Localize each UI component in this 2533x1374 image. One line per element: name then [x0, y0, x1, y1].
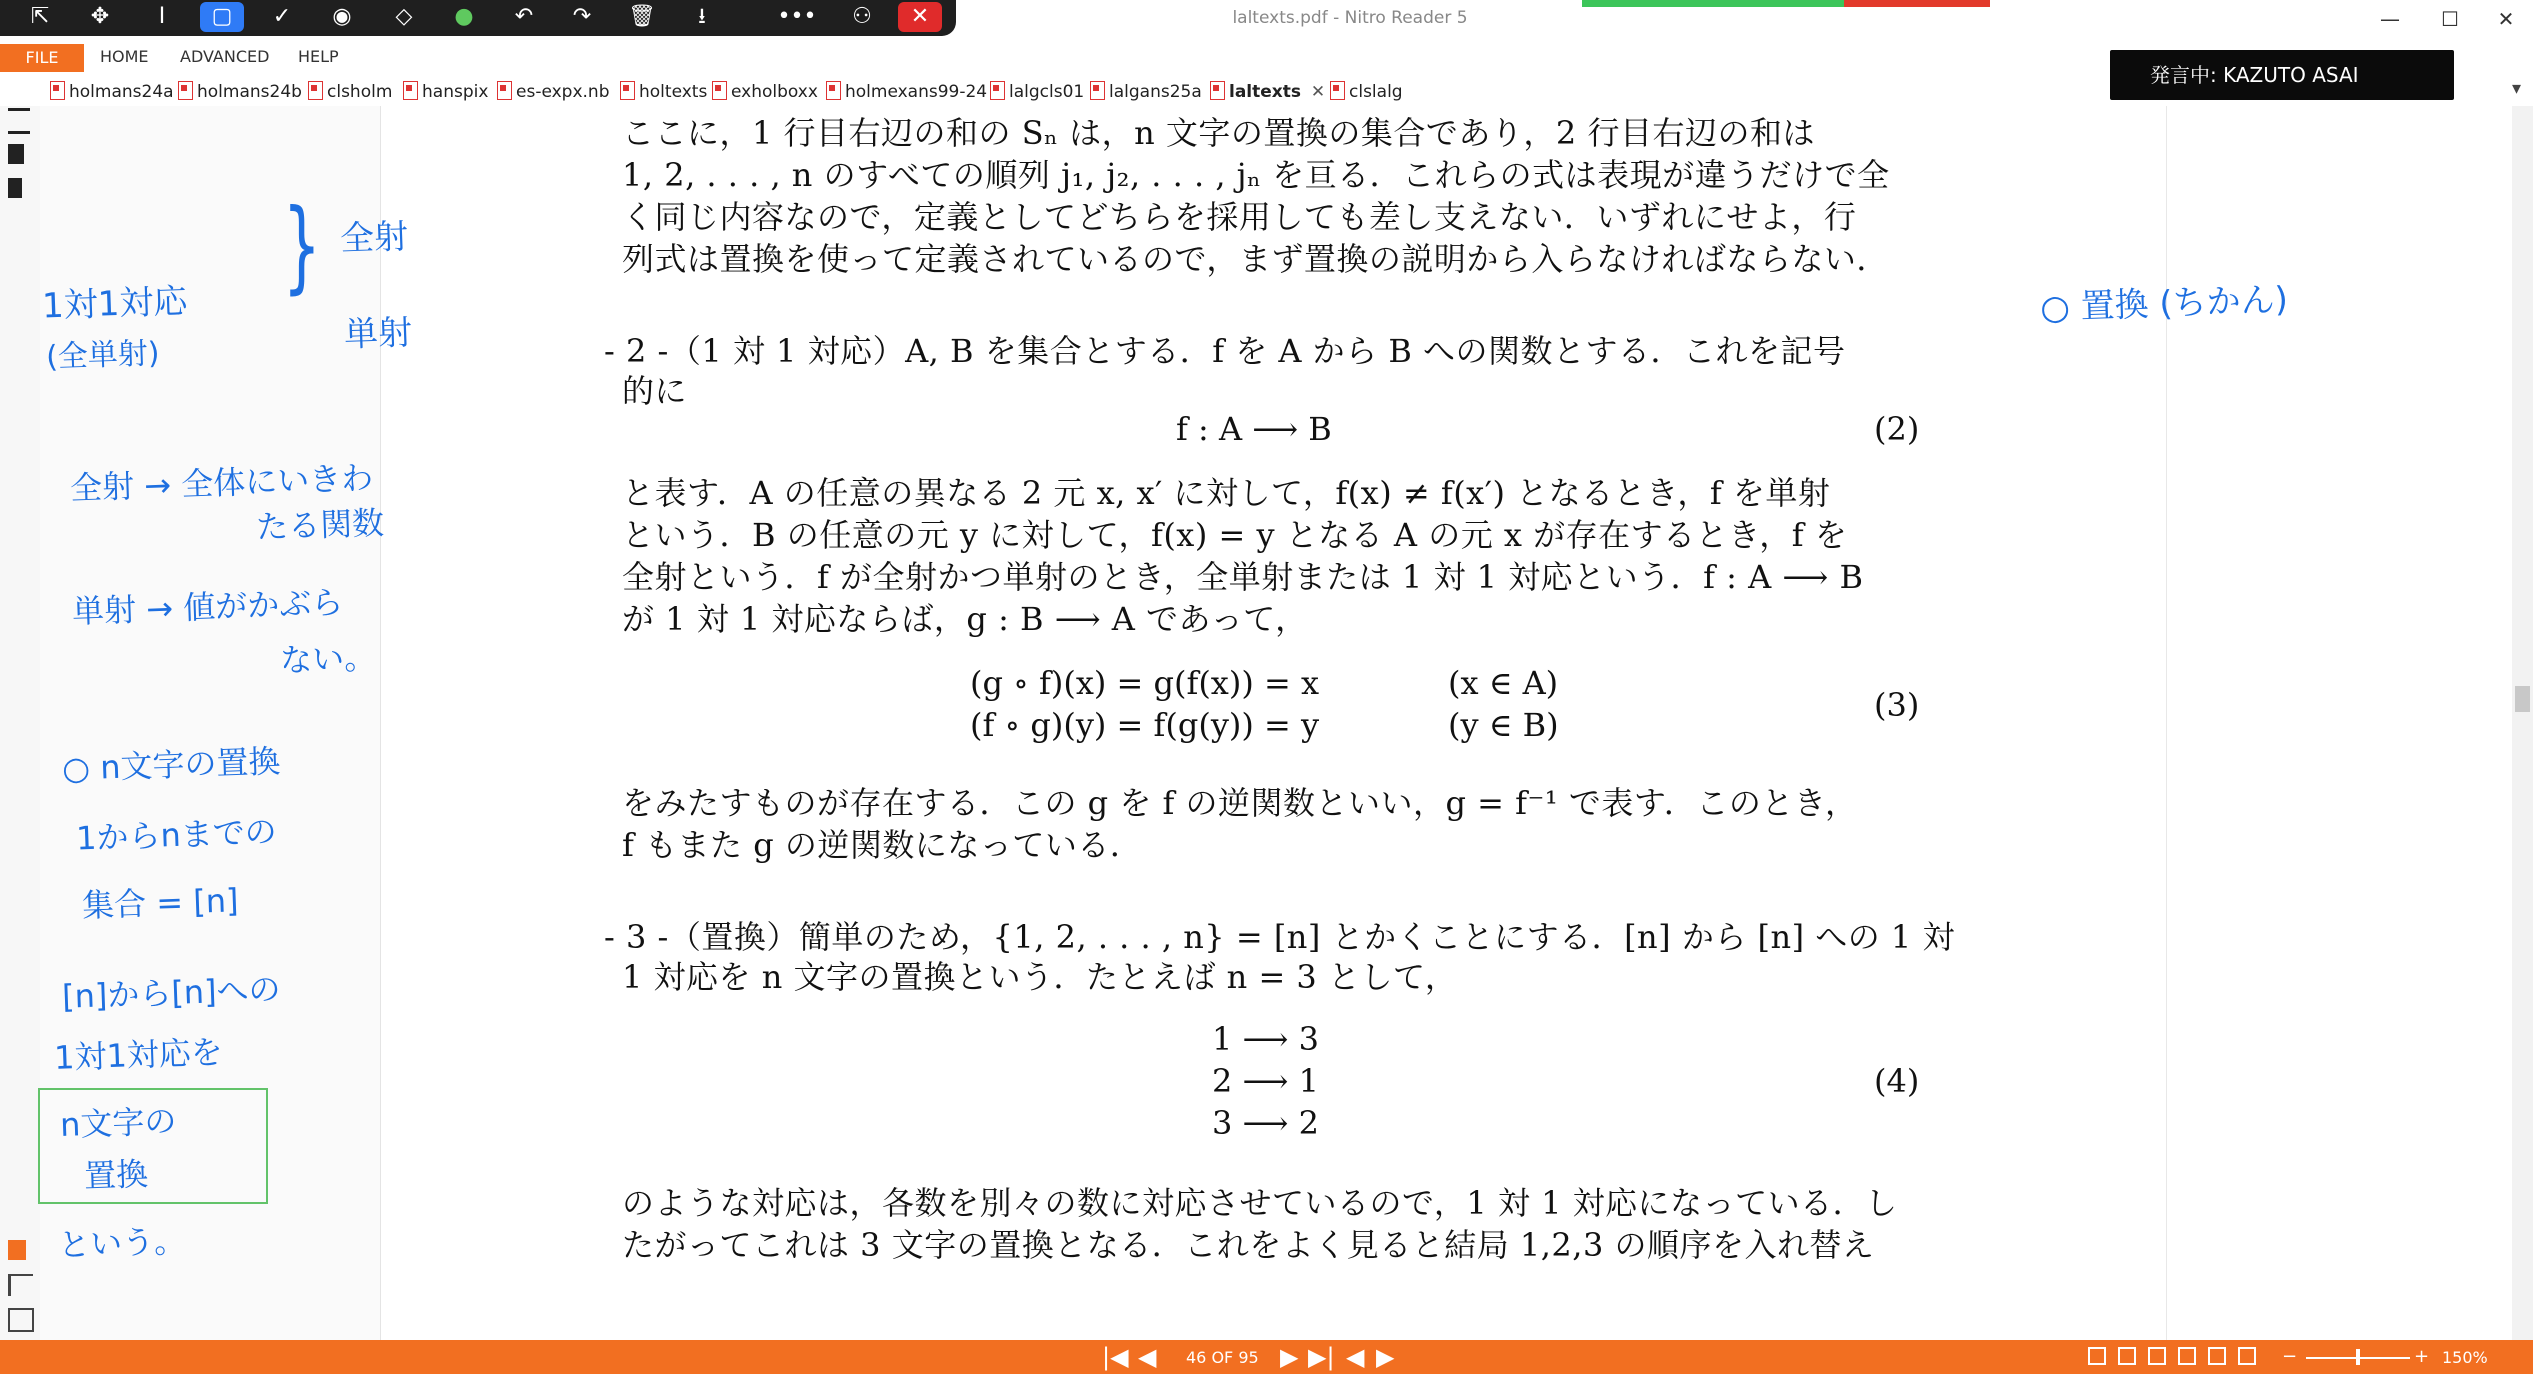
para3-line2: f もまた g の逆関数になっている．: [622, 826, 1143, 864]
para4-line2: たがってこれは 3 文字の置換となる．これをよく見ると結局 1,2,3 の順序を入れ替え: [622, 1226, 1875, 1264]
para1-line1: ここに，1 行目右辺の和の Sₙ は，n 文字の置換の集合であり，2 行目右辺の和は: [622, 114, 1815, 152]
next-page-icon[interactable]: ▶: [1280, 1343, 1299, 1371]
user-icon[interactable]: ⚇: [852, 4, 872, 29]
tab-lalgcls01[interactable]: lalgcls01: [990, 80, 1084, 104]
note-inj-def-1: 単射 → 値がかぶら: [71, 583, 344, 631]
pdf-icon: [620, 81, 635, 100]
move-icon[interactable]: ✥: [90, 4, 110, 29]
pages-panel-icon[interactable]: [8, 108, 30, 134]
window-title: laltexts.pdf - Nitro Reader 5: [1232, 8, 1468, 28]
maximize-button[interactable]: ☐: [2441, 7, 2459, 31]
facing-view-icon[interactable]: [2148, 1347, 2166, 1365]
tab-lalgans25a[interactable]: lalgans25a: [1090, 80, 1202, 104]
equation-4-number: (4): [1874, 1062, 1920, 1100]
annotation-toolbar: [0, 0, 956, 36]
section3-line2: 1 対応を n 文字の置換という．たとえば n = 3 として，: [622, 958, 1458, 996]
para1-line3: く同じ内容なので，定義としてどちらを採用しても差し支えない．いずれにせよ，行: [622, 198, 1857, 236]
pdf-icon: [712, 81, 727, 100]
section2-line1: - 2 -（1 対 1 対応）A, B を集合とする．f を A から B への関数とする．これを記号: [604, 332, 1846, 370]
properties-panel-icon[interactable]: [8, 1308, 34, 1332]
note-perm-1: ○ n文字の置換: [61, 742, 282, 788]
left-sidebar: [0, 106, 41, 1340]
para4-line1: のような対応は，各数を別々の数に対応させているので，1 対 1 対応になっている．し: [622, 1184, 1898, 1222]
para2-line3: 全射という．f が全射かつ単射のとき，全単射または 1 対 1 対応という．f : A ⟶ B: [622, 558, 1864, 596]
tab-clslalg[interactable]: clslalg: [1330, 80, 1403, 104]
note-surj-def-1: 全射 → 全体にいきわ: [69, 458, 374, 508]
attachments-panel-icon[interactable]: [8, 1274, 33, 1296]
equation-4-line3: 3 ⟶ 2: [1212, 1104, 1319, 1142]
speaker-banner: 発言中: KAZUTO ASAI: [2110, 50, 2454, 100]
fit-page-icon[interactable]: [2238, 1347, 2256, 1365]
pdf-icon: [403, 81, 418, 100]
equation-3-line2: (f ∘ g)(y) = f(g(y)) = y: [970, 706, 1320, 744]
rectangle-tool-icon[interactable]: ▢: [200, 2, 244, 32]
pdf-icon: [178, 81, 193, 100]
fit-width-icon[interactable]: [2208, 1347, 2226, 1365]
document-tab-bar: [0, 76, 2533, 106]
trash-icon[interactable]: 🗑: [628, 4, 656, 29]
note-bijection: (全単射): [45, 336, 161, 375]
note-injection: 単射: [343, 312, 413, 356]
pdf-icon: [308, 81, 323, 100]
pdf-icon: [826, 81, 841, 100]
menu-home[interactable]: HOME: [100, 47, 149, 66]
note-perm-7: 置換: [83, 1154, 149, 1196]
section3-line1: - 3 -（置換）簡単のため，{1, 2, . . . , n} = [n] とかくことにする．[n] から [n] への 1 対: [604, 918, 1955, 956]
zoom-slider-handle[interactable]: [2356, 1349, 2360, 1365]
tab-exholboxx[interactable]: exholboxx: [712, 80, 818, 104]
para2-line4: が 1 対 1 対応ならば，g : B ⟶ A であって，: [622, 600, 1308, 638]
status-bar: [0, 1340, 2533, 1374]
vertical-scrollbar[interactable]: [2512, 106, 2533, 1340]
pdf-icon: [1330, 81, 1345, 100]
continuous-view-icon[interactable]: [2118, 1347, 2136, 1365]
note-surj-def-2: たる関数: [255, 503, 385, 547]
eraser-icon[interactable]: ◇: [395, 4, 413, 29]
menu-advanced[interactable]: ADVANCED: [180, 47, 270, 66]
equation-4-line2: 2 ⟶ 1: [1212, 1062, 1319, 1100]
download-icon[interactable]: ⭳: [698, 4, 706, 29]
tab-laltexts[interactable]: laltexts ✕: [1210, 80, 1325, 104]
scrollbar-thumb[interactable]: [2515, 686, 2530, 712]
menu-help[interactable]: HELP: [298, 47, 339, 66]
comments-panel-icon[interactable]: [8, 178, 22, 198]
bookmarks-panel-icon[interactable]: [8, 144, 24, 164]
previous-page-icon[interactable]: ◀: [1138, 1343, 1157, 1371]
note-perm-4: [n]から[n]への: [61, 970, 282, 1016]
menu-file[interactable]: FILE: [0, 44, 84, 72]
note-one-to-one: 1対1対応: [41, 281, 189, 327]
para1-line2: 1, 2, . . . , n のすべての順列 j₁, j₂, . . . , jₙ を亘る．これらの式は表現が違うだけで全: [622, 156, 1890, 194]
equation-3-line1: (g ∘ f)(x) = g(f(x)) = x: [970, 664, 1320, 702]
forward-view-icon[interactable]: ▶: [1376, 1343, 1395, 1371]
tab-holmexans99-24[interactable]: holmexans99-24: [826, 80, 987, 104]
note-brace: }: [282, 187, 321, 304]
first-page-icon[interactable]: |◀: [1102, 1343, 1129, 1371]
equation-3-number: (3): [1874, 686, 1920, 724]
note-perm-3: 集合 = [n]: [81, 881, 240, 925]
equation-2-number: (2): [1874, 410, 1920, 448]
section2-line2: 的に: [622, 372, 688, 410]
pdf-icon: [497, 81, 512, 100]
note-surjection: 全射: [339, 216, 409, 260]
equation-3-cond2: (y ∈ B): [1448, 706, 1559, 744]
more-icon[interactable]: •••: [777, 4, 817, 29]
page-indicator[interactable]: 46 OF 95: [1186, 1348, 1259, 1367]
equation-3-cond1: (x ∈ A): [1448, 664, 1559, 702]
progress-red: [1844, 0, 1990, 7]
pdf-icon: [50, 81, 65, 100]
single-page-view-icon[interactable]: [2088, 1347, 2106, 1365]
note-inj-def-2: ない。: [279, 638, 377, 680]
tab-hanspix[interactable]: hanspix: [403, 80, 488, 104]
note-perm-5: 1対1対応を: [53, 1033, 224, 1077]
note-perm-8: という。: [57, 1221, 187, 1265]
pdf-icon: [1090, 81, 1105, 100]
tab-close-icon[interactable]: ✕: [1310, 82, 1326, 102]
close-toolbar-icon[interactable]: ✕: [898, 2, 942, 32]
color-dot-icon[interactable]: ●: [454, 4, 474, 29]
tab-holmans24a[interactable]: holmans24a: [50, 80, 174, 104]
note-permutation-reading: ○ 置換 (ちかん): [2039, 279, 2289, 329]
pdf-icon: [990, 81, 1005, 100]
para3-line1: をみたすものが存在する．この g を f の逆関数といい，g = f⁻¹ で表す．このとき，: [622, 784, 1858, 822]
text-cursor-icon[interactable]: I: [158, 4, 166, 29]
tab-holtexts[interactable]: holtexts: [620, 80, 707, 104]
undo-icon[interactable]: ↶: [514, 4, 534, 29]
para2-line1: と表す．A の任意の異なる 2 元 x, x′ に対して，f(x) ≠ f(x′) となるとき，f を単射: [622, 474, 1831, 512]
note-perm-6: n文字の: [59, 1101, 177, 1145]
zoom-level[interactable]: 150%: [2442, 1348, 2488, 1367]
para1-line4: 列式は置換を使って定義されているので，まず置換の説明から入らなければならない．: [622, 240, 1889, 278]
equation-4-line1: 1 ⟶ 3: [1212, 1020, 1319, 1058]
last-page-icon[interactable]: ▶|: [1308, 1343, 1335, 1371]
highlight-box: [38, 1088, 268, 1204]
note-perm-2: 1からnまでの: [75, 812, 278, 858]
tab-clsholm[interactable]: clsholm: [308, 80, 392, 104]
minimize-button[interactable]: —: [2380, 7, 2400, 31]
layers-panel-icon[interactable]: [8, 1240, 26, 1260]
select-icon[interactable]: ⇱: [30, 4, 50, 29]
progress-green: [1582, 0, 1844, 7]
pdf-icon: [1210, 81, 1225, 100]
stamp-icon[interactable]: ◉: [332, 4, 352, 29]
para2-line2: という．B の任意の元 y に対して，f(x) = y となる A の元 x が存在するとき，f を: [622, 516, 1848, 554]
tab-es-expx[interactable]: es-expx.nb: [497, 80, 610, 104]
zoom-in-button[interactable]: +: [2414, 1346, 2430, 1367]
equation-2: f : A ⟶ B: [1176, 410, 1332, 448]
close-window-button[interactable]: ✕: [2497, 7, 2515, 31]
facing-continuous-view-icon[interactable]: [2178, 1347, 2196, 1365]
tab-list-chevron-icon[interactable]: ▾: [2511, 78, 2521, 99]
tab-holmans24b[interactable]: holmans24b: [178, 80, 302, 104]
back-view-icon[interactable]: ◀: [1346, 1343, 1365, 1371]
check-icon[interactable]: ✓: [272, 4, 292, 29]
redo-icon[interactable]: ↷: [572, 4, 592, 29]
zoom-out-button[interactable]: −: [2282, 1346, 2298, 1367]
